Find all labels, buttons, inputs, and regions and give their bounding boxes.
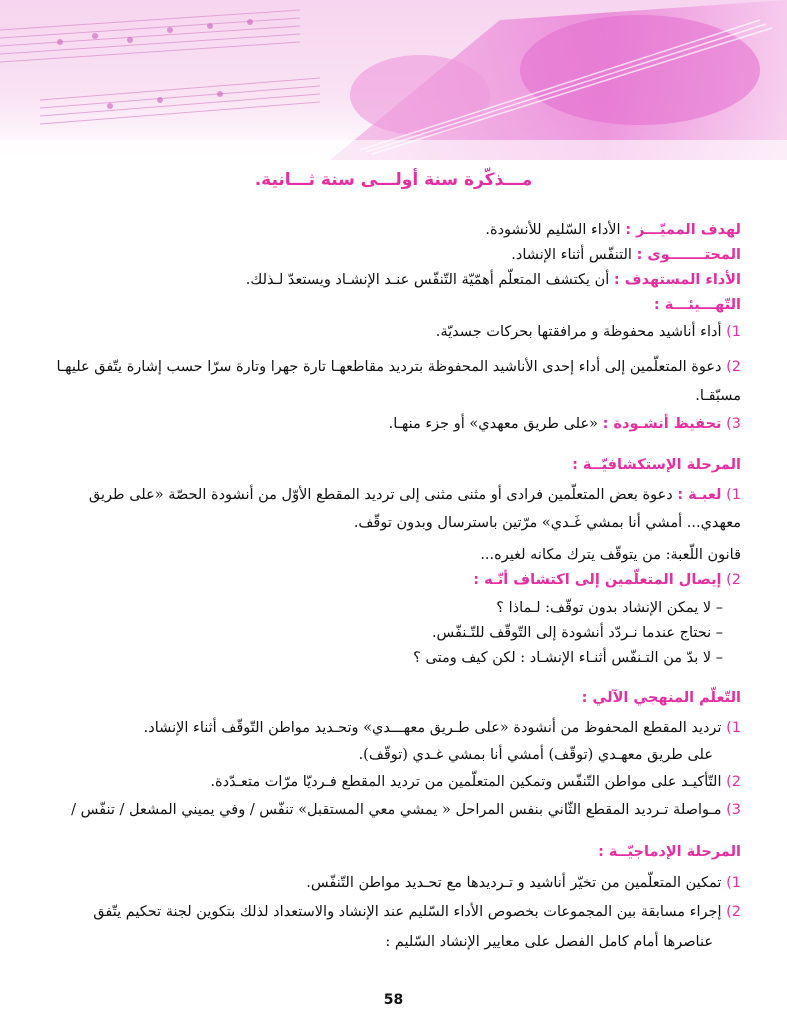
prep-label: التّهـــيئـــة : xyxy=(653,297,741,313)
content-text: التنفّس أثناء الإنشاد. xyxy=(511,247,632,263)
explore-heading: المرحلة الإستكشافيّــة : xyxy=(572,457,741,473)
systematic-item-3 xyxy=(40,800,741,820)
bullet-1: – لا يمكن الإنشاد بدون توقّف: لـماذا ؟ xyxy=(496,600,723,616)
content-label: المحتـــــــوى : xyxy=(636,247,741,263)
page-title: مـــذكّرة سنة أولـــى سنة ثـــانية. xyxy=(254,170,533,190)
prep-item-3 xyxy=(40,414,741,434)
prep-item-1 xyxy=(40,322,741,342)
item-number: 3) xyxy=(726,416,741,432)
item-text: ترديد المقطع المحفوظ من أنشودة «على طـريق معهـــدي» وتحـديد مواطن التّوقّف أثناء الإنشاد. xyxy=(143,720,722,736)
game-rule: قانون اللّعبة: من يتوقّف يترك مكانه لغيره... xyxy=(480,547,741,563)
item-number: 1) xyxy=(726,875,741,891)
integration-heading: المرحلة الإدماجيّــة : xyxy=(598,844,741,860)
item-number: 2) xyxy=(726,359,741,375)
memorize-label: تحفيظ أنشـودة : xyxy=(602,416,722,432)
integration-item-1 xyxy=(40,873,741,893)
item-text: مـواصلة تـرديد المقطع الثّاني بنفس المراحل « يمشي معي المستقبل» تنفّس / وفي يميني المشعل / تنفّس / xyxy=(71,802,722,818)
item-text: دعوة المتعلّمين إلى أداء إحدى الأناشيد المحفوظة بترديد مقاطعهـا تارة جهرا وتارة سرّا حسب إشارة يتّفق عليهـا xyxy=(56,359,722,375)
prep-item-2-cont: مسبّقـا. xyxy=(695,388,741,404)
item-text: دعوة بعض المتعلّمين فرادى أو مثنى مثنى إلى ترديد المقطع الأوّل من أنشودة الحصّة «على طريق xyxy=(88,487,673,503)
goal-line xyxy=(40,220,741,240)
item-number: 2) xyxy=(726,572,741,588)
goal-label: لهدف المميّـــز : xyxy=(625,222,741,238)
content-line xyxy=(40,245,741,265)
goal-text: الأداء السّليم للأنشودة. xyxy=(485,222,621,238)
page-number: 58 xyxy=(383,992,404,1008)
item-text: التّأكيـد على مواطن التّنفّس وتمكين المتعلّمين من ترديد المقطع فـرديّا مرّات متعـدّدة. xyxy=(210,774,722,790)
item-number: 2) xyxy=(726,774,741,790)
integration-item-2 xyxy=(40,902,741,922)
bullet-2: – نحتاج عندما نـردّد أنشودة إلى التّوقّف للتّـنفّس. xyxy=(431,625,723,641)
integration-item-2-cont: عناصرها أمام كامل الفصل على معايير الإنشاد السّليم : xyxy=(385,934,713,950)
target-text: أن يكتشف المتعلّم أهمّيّة التّنفّس عنـد الإنشـاد ويستعدّ لـذلك. xyxy=(245,272,610,288)
item-number: 1) xyxy=(726,720,741,736)
item-text: إجراء مسابقة بين المجموعات بخصوص الأداء السّليم عند الإنشاد والاستعداد لذلك بتكوين لجنة تحكيم يتّفق xyxy=(93,904,722,920)
prep-heading xyxy=(40,295,741,315)
item-number: 3) xyxy=(726,802,741,818)
explore-item-1-cont: معهدي... أمشي أنا بمشي غَـدي» مرّتين باسترسال وبدون توقّف. xyxy=(353,515,741,531)
explore-item-1 xyxy=(40,485,741,505)
prep-item-2 xyxy=(40,357,741,377)
bullet-3: – لا بدّ من التـنفّس أثنـاء الإنشـاد : لكن كيف ومتى ؟ xyxy=(413,650,723,666)
item-number: 1) xyxy=(726,324,741,340)
target-line xyxy=(40,270,741,290)
systematic-item-1 xyxy=(40,718,741,738)
discover-label: إيصال المتعلّمين إلى اكتشاف أنّـه : xyxy=(473,572,722,588)
item-text: أداء أناشيد محفوظة و مرافقتها بحركات جسديّة. xyxy=(435,324,722,340)
item-text: «على طريق معهدي» أو جزء منهـا. xyxy=(388,416,598,432)
systematic-heading: التّعلّم المنهجي الآلي : xyxy=(581,690,741,706)
target-label: الأداء المستهدف : xyxy=(613,272,741,288)
systematic-item-1-cont: على طريق معهـدي (توقّف) أمشي أنا بمشي غـدي (توقّف). xyxy=(358,747,713,763)
game-label: لعبـة : xyxy=(677,487,722,503)
systematic-item-2 xyxy=(40,772,741,792)
item-text: تمكين المتعلّمين من تخيّر أناشيد و تـرديدها مع تحـديد مواطن التّنفّس. xyxy=(306,875,722,891)
item-number: 2) xyxy=(726,904,741,920)
explore-item-2 xyxy=(40,570,741,590)
item-number: 1) xyxy=(726,487,741,503)
